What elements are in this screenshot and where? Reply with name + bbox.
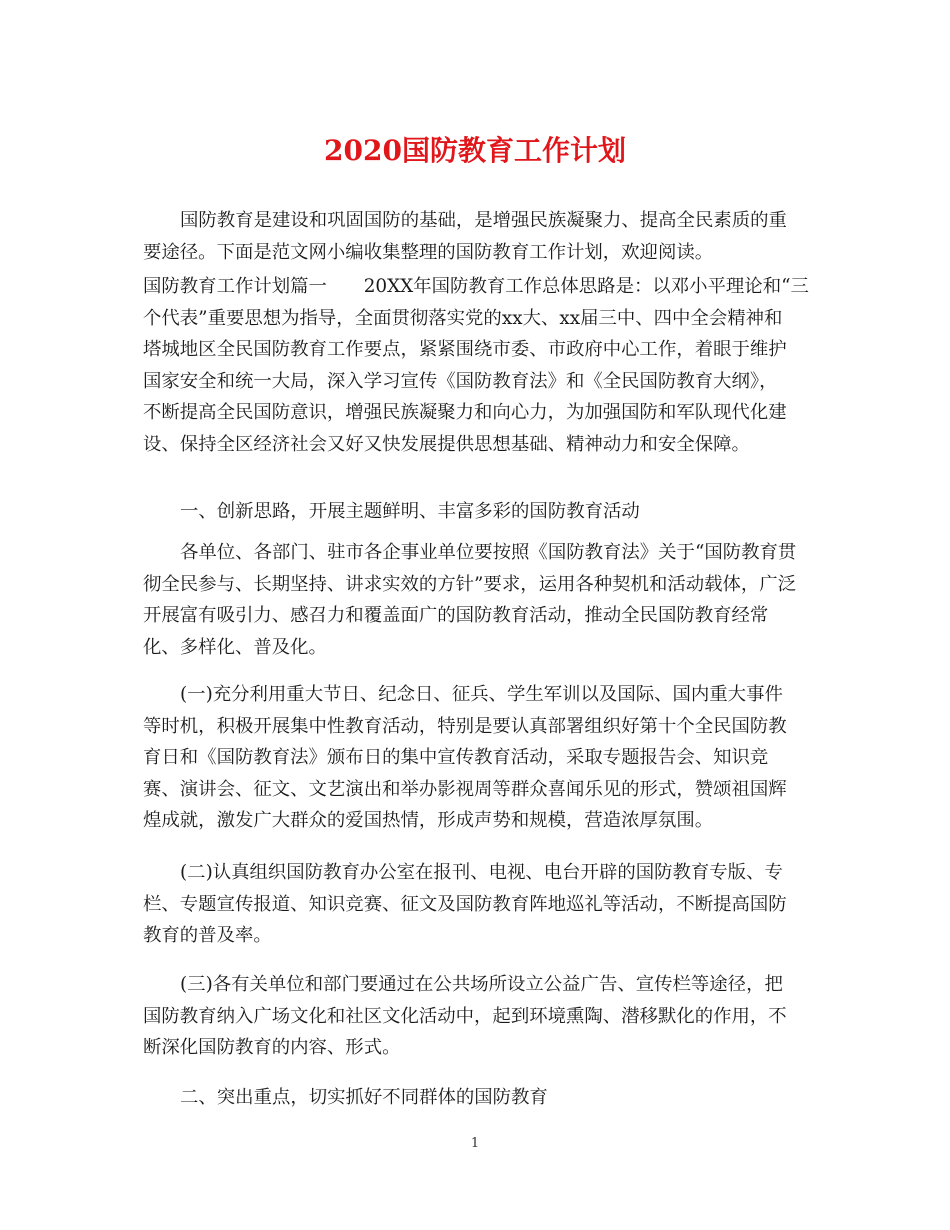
- text-line: 不断提高全民国防意识，增强民族凝聚力和向心力，为加强国防和军队现代化建: [143, 402, 787, 424]
- document-title: 2020国防教育工作计划: [324, 134, 626, 167]
- text-line: 化、多样化、普及化。: [143, 636, 327, 658]
- text-line: 二、突出重点，切实抓好不同群体的国防教育: [180, 1087, 548, 1108]
- section-heading-one: [143, 496, 811, 528]
- text-line: 塔城地区全民国防教育工作要点，紧紧围绕市委、市政府中心工作，着眼于维护: [143, 339, 787, 361]
- text-line: (二)认真组织国防教育办公室在报刊、电视、电台开辟的国防教育专版、专: [180, 862, 783, 883]
- text-line: 个代表”重要思想为指导，全面贯彻落实党的xx大、xx届三中、四中全会精神和: [143, 307, 783, 329]
- text-line: (一)充分利用重大节日、纪念日、征兵、学生军训以及国际、国内重大事件: [180, 684, 783, 705]
- text-line: 国防教育是建设和巩固国防的基础，是增强民族凝聚力、提高全民素质的重: [180, 210, 787, 231]
- paragraph-item-three: [143, 969, 811, 1064]
- text-line: (三)各有关单位和部门要通过在公共场所设立公益广告、宣传栏等途径，把: [180, 974, 783, 995]
- text-line: 栏、专题宣传报道、知识竞赛、征文及国防教育阵地巡礼等活动，不断提高国防: [143, 893, 787, 915]
- paragraph-units-requirements: [143, 537, 811, 663]
- text-line: 要途径。下面是范文网小编收集整理的国防教育工作计划，欢迎阅读。: [143, 241, 714, 263]
- text-line: 赛、演讲会、征文、文艺演出和举办影视周等群众喜闻乐见的形式，赞颂祖国辉: [143, 778, 787, 800]
- text-line: 煌成就，激发广大群众的爱国热情，形成声势和规模，营造浓厚氛围。: [143, 810, 714, 832]
- text-line: 各单位、各部门、驻市各企事业单位要按照《国防教育法》关于“国防教育贯: [180, 542, 797, 563]
- text-line: 断深化国防教育的内容、形式。: [143, 1037, 401, 1059]
- text-line: 等时机，积极开展集中性教育活动，特别是要认真部署组织好第十个全民国防教: [143, 715, 787, 737]
- text-line: 教育的普及率。: [143, 925, 272, 947]
- paragraph-intro: [143, 205, 811, 268]
- section-heading-two: [143, 1082, 811, 1114]
- paragraph-overall-approach: [143, 271, 811, 461]
- text-line: 育日和《国防教育法》颁布日的集中宣传教育活动，采取专题报告会、知识竞: [143, 747, 769, 769]
- paragraph-item-two: [143, 857, 811, 952]
- text-line: 国防教育纳入广场文化和社区文化活动中，起到环境熏陶、潜移默化的作用，不: [143, 1005, 787, 1027]
- text-line: 设、保持全区经济社会又好又快发展提供思想基础、精神动力和安全保障。: [143, 433, 750, 455]
- text-line: 国防教育工作计划篇一 20XX年国防教育工作总体思路是：以邓小平理论和“三: [143, 276, 809, 297]
- page-number: 1: [470, 1136, 480, 1151]
- text-line: 国家安全和统一大局，深入学习宣传《国防教育法》和《全民国防教育大纲》，: [143, 370, 778, 392]
- text-line: 彻全民参与、长期坚持、讲求实效的方针”要求，运用各种契机和活动载体，广泛: [143, 573, 797, 595]
- text-line: 开展富有吸引力、感召力和覆盖面广的国防教育活动，推动全民国防教育经常: [143, 605, 769, 627]
- text-line: 一、创新思路，开展主题鲜明、丰富多彩的国防教育活动: [180, 501, 640, 522]
- paragraph-item-one: [143, 679, 811, 837]
